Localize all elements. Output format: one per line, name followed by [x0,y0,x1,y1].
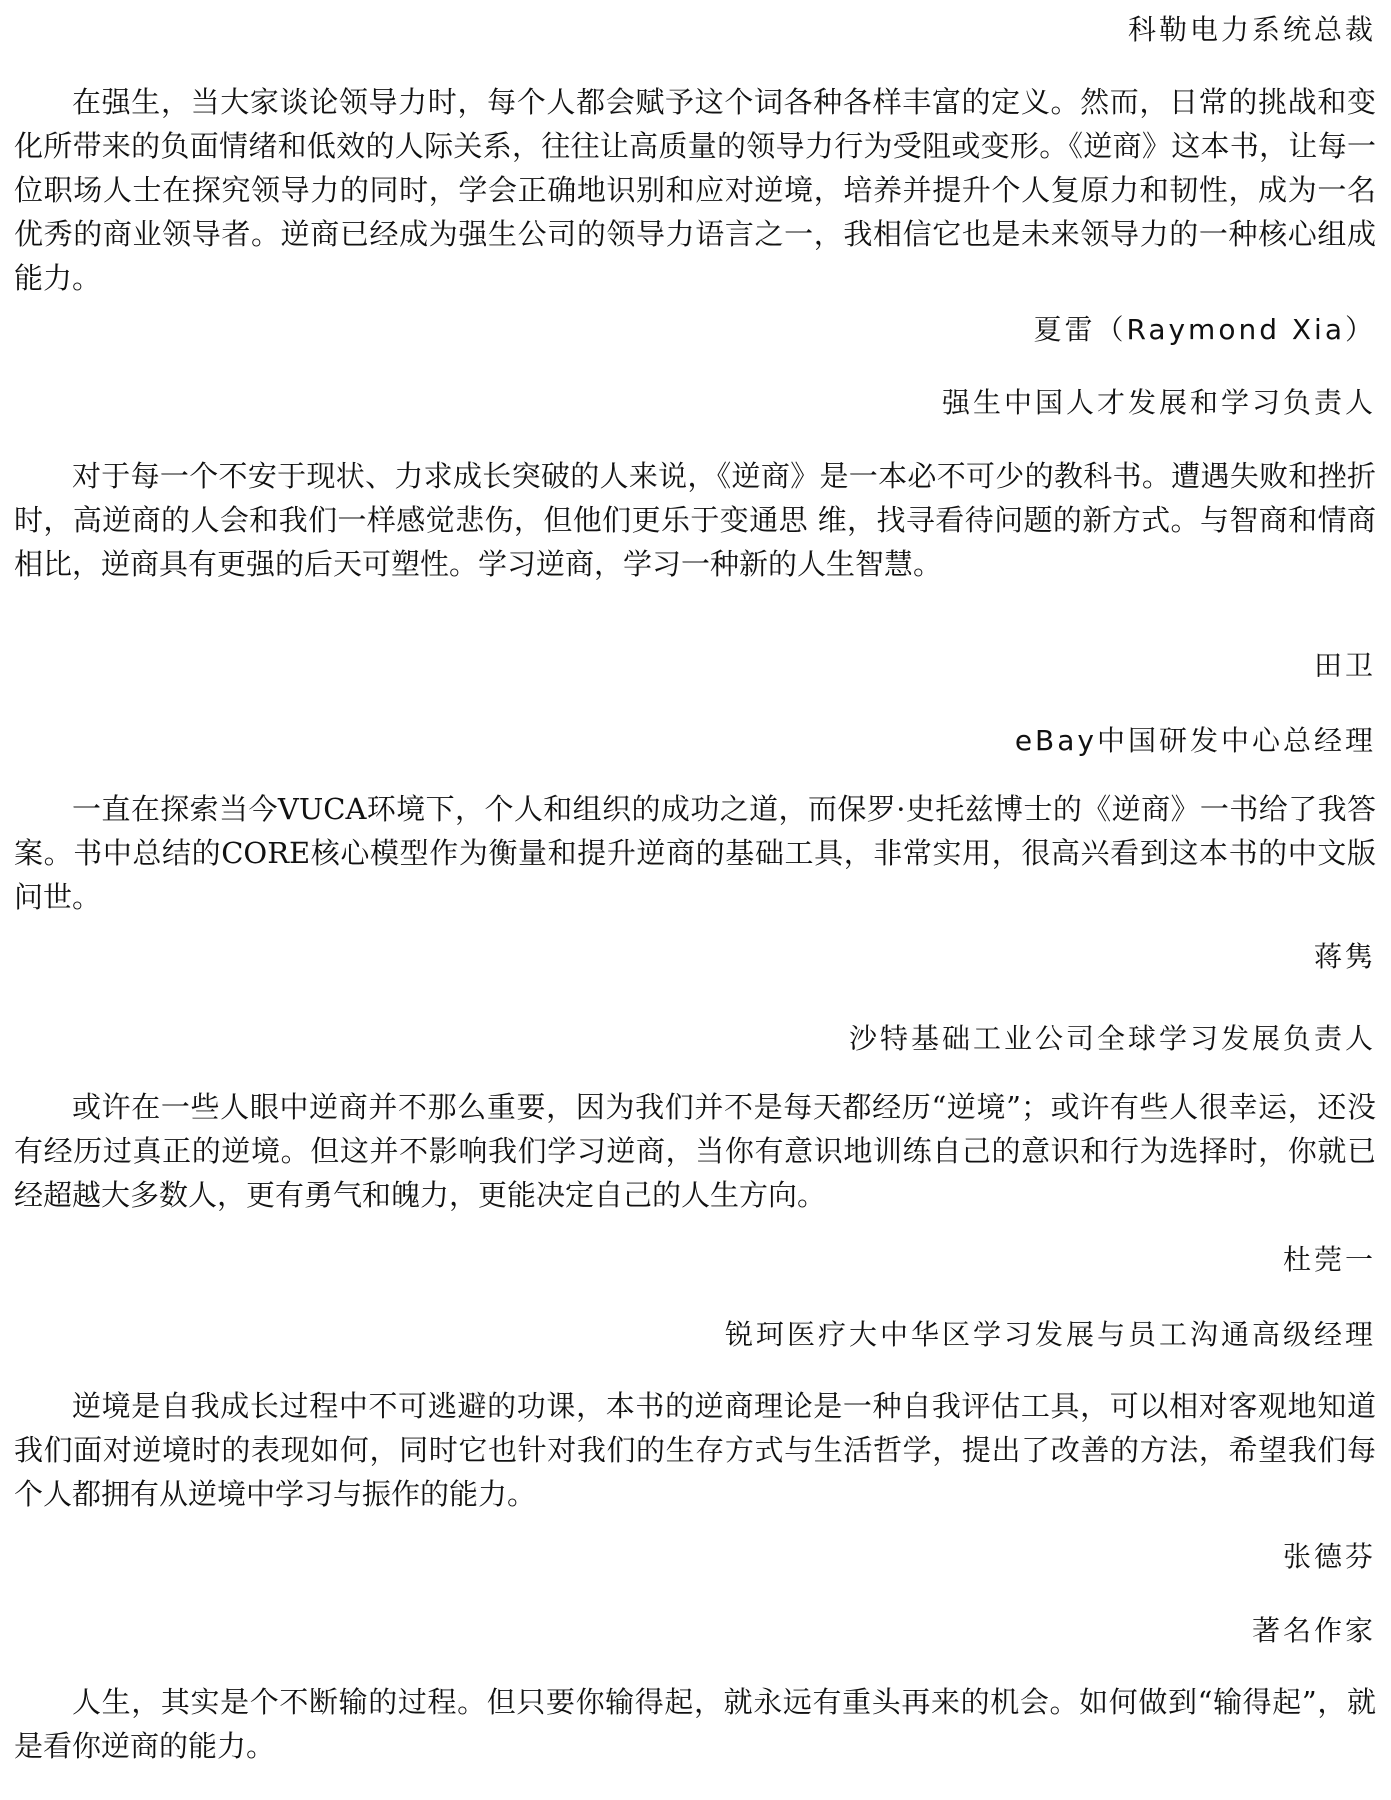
endorser-name: 张德芬 [1282,1540,1376,1573]
endorser-name: 夏雷（Raymond Xia） [1033,313,1376,346]
endorser-name: 杜莞一 [1282,1243,1376,1276]
endorser-title: 锐珂医疗大中华区学习发展与员工沟通高级经理 [724,1318,1376,1351]
endorser-title: 强生中国人才发展和学习负责人 [941,386,1376,419]
endorser-title: 科勒电力系统总裁 [1127,13,1376,46]
endorsement-paragraph: 一直在探索当今VUCA环境下，个人和组织的成功之道，而保罗·史托兹博士的《逆商》一书给了我答案。书中总结的CORE核心模型作为衡量和提升逆商的基础工具，非常实用，很高兴看到这本书的中文版问世。 [14,792,1376,914]
endorser-title: 著名作家 [1251,1614,1376,1647]
endorsement-paragraph: 对于每一个不安于现状、力求成长突破的人来说，《逆商》是一本必不可少的教科书。遭遇失败和挫折时，高逆商的人会和我们一样感觉悲伤，但他们更乐于变通思 维，找寻看待问题的新方式。与智商和情商相比，逆商具有更强的后天可塑性。学习逆商，学习一种新的人生智慧。 [14,459,1376,581]
endorsement-paragraph: 或许在一些人眼中逆商并不那么重要，因为我们并不是每天都经历“逆境”；或许有些人很幸运，还没有经历过真正的逆境。但这并不影响我们学习逆商，当你有意识地训练自己的意识和行为选择时，你就已经超越大多数人，更有勇气和魄力，更能决定自己的人生方向。 [14,1090,1376,1212]
endorsement-paragraph: 在强生，当大家谈论领导力时，每个人都会赋予这个词各种各样丰富的定义。然而，日常的挑战和变化所带来的负面情绪和低效的人际关系，往往让高质量的领导力行为受阻或变形。《逆商》这本书，让每一位职场人士在探究领导力的同时，学会正确地识别和应对逆境，培养并提升个人复原力和韧性，成为一名优秀的商业领导者。逆商已经成为强生公司的领导力语言之一，我相信它也是未来领导力的一种核心组成能力。 [14,85,1376,295]
endorsement-paragraph: 人生，其实是个不断输的过程。但只要你输得起，就永远有重头再来的机会。如何做到“输得起”，就是看你逆商的能力。 [14,1685,1376,1763]
endorsement-paragraph: 逆境是自我成长过程中不可逃避的功课，本书的逆商理论是一种自我评估工具，可以相对客观地知道我们面对逆境时的表现如何，同时它也针对我们的生存方式与生活哲学，提出了改善的方法，希望我们每个人都拥有从逆境中学习与振作的能力。 [14,1389,1376,1511]
endorser-name: 蒋隽 [1313,940,1376,973]
endorser-name: 田卫 [1313,649,1376,682]
book-page [14,0,1376,1800]
endorser-title: eBay中国研发中心总经理 [1014,724,1376,757]
endorser-title: 沙特基础工业公司全球学习发展负责人 [848,1022,1376,1055]
